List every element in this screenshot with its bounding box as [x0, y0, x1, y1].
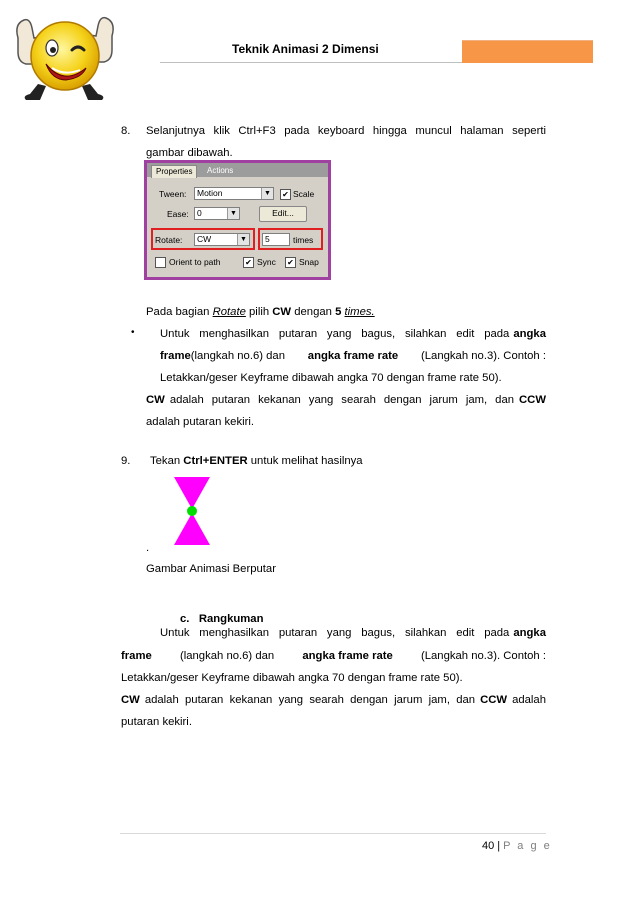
orient-label: Orient to path [169, 257, 221, 267]
animation-figure [174, 475, 210, 547]
hourglass-shape-icon [174, 475, 210, 547]
summary-line1-bold: angka [513, 627, 546, 639]
step9-bold: Ctrl+ENTER [183, 455, 248, 467]
bullet1-frame: frame [160, 350, 191, 362]
times-value: 5 [265, 234, 270, 244]
summary-line2 [121, 649, 546, 663]
bullet1-line1-text: Untuk menghasilkan putaran yang bagus, silahkan edit pada [160, 328, 510, 340]
figure-caption: Gambar Animasi Berputar [146, 563, 276, 575]
summary-line2-text1: (langkah no.6) dan [179, 650, 275, 662]
rotate-label: Rotate: [155, 235, 183, 245]
bullet1-line2-text1: (langkah no.6) dan [190, 350, 285, 362]
tween-label: Tween: [159, 189, 187, 199]
cw-note-line2: adalah putaran kekiri. [146, 416, 255, 428]
summary-cw: CW [121, 694, 140, 706]
smiley-thumbs-up-icon [8, 8, 134, 104]
panel-tabbar [147, 163, 328, 177]
rotate-note-prefix: Pada bagian [146, 306, 213, 318]
times-label: times [293, 235, 314, 245]
step9-number: 9. [121, 455, 131, 467]
cw-note-line1 [146, 393, 546, 407]
page-label: P a g e [503, 840, 552, 852]
header-divider [160, 62, 465, 63]
rotate-note-cw: CW [272, 306, 292, 318]
ease-value: 0 [197, 208, 202, 218]
chevron-down-icon: ▼ [227, 208, 239, 219]
bullet1-line2 [160, 349, 546, 363]
orient-checkbox[interactable] [155, 257, 166, 268]
ease-label: Ease: [167, 209, 189, 219]
figure-dot: . [146, 542, 150, 554]
snap-checkbox[interactable]: ✔ [285, 257, 296, 268]
chevron-down-icon: ▼ [261, 188, 273, 199]
summary-line2-text2: (Langkah no.3). Contoh : [420, 650, 546, 662]
rotate-note-dengan: dengan [291, 306, 336, 318]
bullet1-line1 [160, 327, 546, 341]
tab-properties[interactable]: Properties [151, 165, 197, 178]
snap-label: Snap [299, 257, 319, 267]
cw-note-text1: adalah putaran kekanan yang searah dengan jarum jam, dan [169, 394, 515, 406]
scale-checkbox[interactable]: ✔ [280, 189, 291, 200]
tab-actions[interactable]: Actions [207, 166, 234, 175]
summary-line4-text: adalah putaran kekanan yang searah dengan jarum jam, dan [144, 694, 476, 706]
page-number: 40 [482, 840, 495, 852]
chevron-down-icon: ▼ [237, 234, 249, 245]
bullet1-line3: Letakkan/geser Keyframe dibawah angka 70 dengan frame rate 50). [160, 372, 502, 384]
step8-line1: Selanjutnya klik Ctrl+F3 pada keyboard hingga muncul halaman seperti [146, 125, 546, 137]
bullet1-framerate: angka frame rate [307, 350, 399, 362]
header-title: Teknik Animasi 2 Dimensi [232, 42, 379, 56]
step9-suffix: untuk melihat hasilnya [247, 455, 363, 467]
summary-frame: frame [121, 650, 152, 662]
tween-select[interactable] [194, 187, 274, 200]
rotate-note-times: times. [344, 306, 375, 318]
step9-text [150, 454, 363, 468]
rotate-note [146, 305, 375, 319]
scale-label: Scale [293, 189, 315, 199]
summary-framerate: angka frame rate [302, 650, 393, 662]
rotate-note-rotate: Rotate [212, 306, 246, 318]
step9-prefix: Tekan [150, 455, 184, 467]
sync-checkbox[interactable]: ✔ [243, 257, 254, 268]
tween-value: Motion [197, 188, 223, 198]
summary-line1-text: Untuk menghasilkan putaran yang bagus, silahkan edit pada [160, 627, 510, 639]
ease-input[interactable] [194, 207, 240, 220]
footer-divider [120, 833, 546, 834]
sync-label: Sync [257, 257, 276, 267]
page-footer [482, 840, 552, 852]
header-logo [8, 8, 134, 104]
summary-line1 [160, 626, 546, 640]
properties-panel-screenshot [144, 160, 331, 280]
summary-line5: putaran kekiri. [121, 716, 192, 728]
step8-number: 8. [121, 125, 131, 137]
edit-button[interactable]: Edit... [259, 206, 307, 222]
step8-line2: gambar dibawah. [146, 147, 233, 159]
bullet-icon: • [131, 327, 135, 338]
rotate-note-five: 5 [335, 306, 342, 318]
rotate-value: CW [197, 234, 212, 244]
header-accent-bar [462, 40, 593, 63]
cw-note-ccw: CCW [519, 394, 546, 406]
rotate-note-middle: pilih [245, 306, 273, 318]
summary-line4 [121, 693, 546, 707]
summary-line4-end: adalah [512, 694, 546, 706]
summary-ccw: CCW [480, 694, 508, 706]
bullet1-line1-bold: angka [513, 328, 546, 340]
rotate-select[interactable] [194, 233, 250, 246]
summary-heading: c. Rangkuman [180, 613, 264, 625]
bullet1-line2-text2: (Langkah no.3). Contoh : [421, 350, 546, 362]
footer-separator: | [497, 840, 501, 852]
cw-note-cw: CW [146, 394, 165, 406]
times-input[interactable] [262, 233, 290, 246]
summary-line3: Letakkan/geser Keyframe dibawah angka 70 dengan frame rate 50). [121, 672, 463, 684]
